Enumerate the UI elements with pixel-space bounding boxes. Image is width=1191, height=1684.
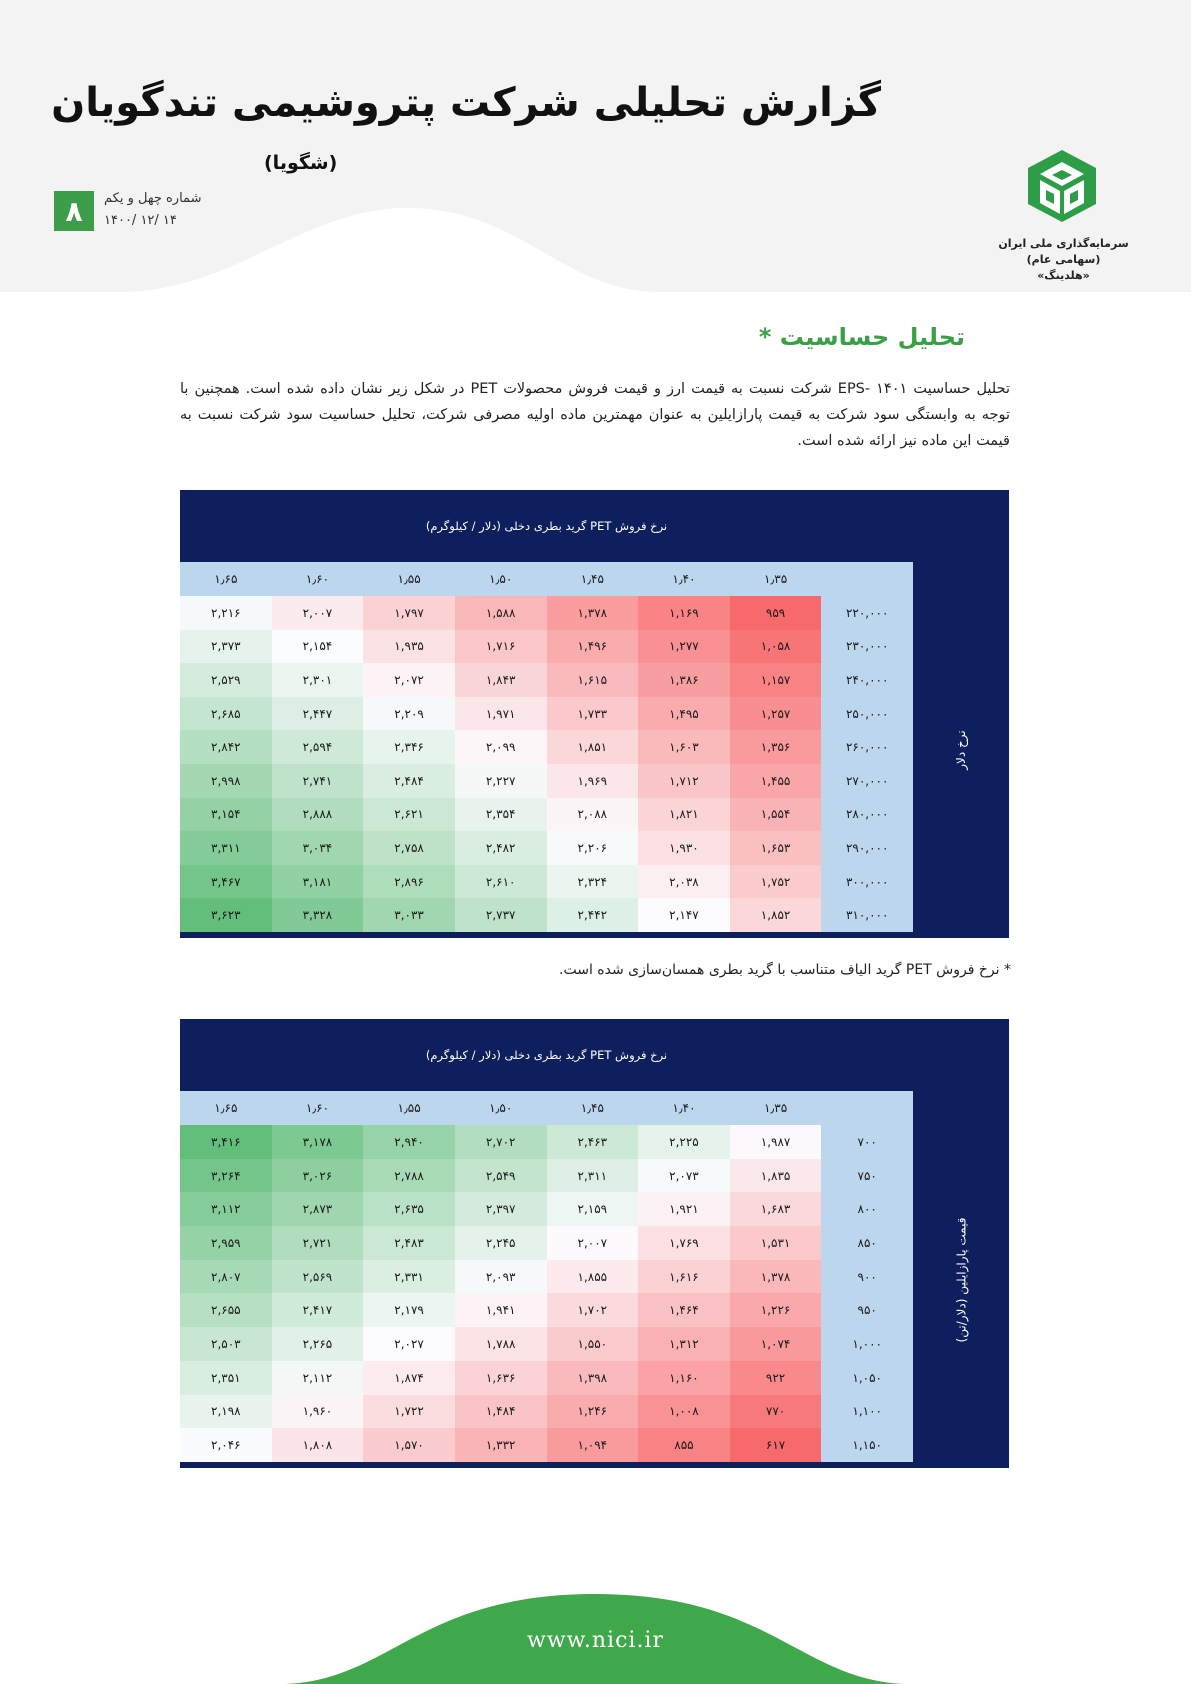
report-title: گزارش تحلیلی شرکت پتروشیمی تندگویان	[51, 80, 881, 126]
eps-cell: ۱,۶۱۵	[547, 663, 639, 697]
eps-cell: ۲,۴۸۴	[363, 764, 455, 798]
eps-cell: ۲,۶۱۰	[455, 865, 547, 899]
row-header: ۲۸۰,۰۰۰	[821, 798, 913, 832]
eps-cell: ۱,۹۳۰	[638, 831, 730, 865]
table-row	[180, 865, 913, 899]
table-row	[180, 1159, 913, 1193]
eps-cell: ۲,۸۹۶	[363, 865, 455, 899]
company-logo	[1026, 148, 1098, 224]
column-header: ۱٫۳۵	[730, 562, 822, 596]
eps-cell: ۲,۱۵۹	[547, 1192, 639, 1226]
eps-cell: ۱,۱۶۰	[638, 1361, 730, 1395]
organization-name-line2: «هلدینگ»	[1037, 269, 1090, 282]
footnote: * نرخ فروش PET گرید الیاف متناسب با گرید بطری همسان‌سازی شده است.	[559, 962, 1011, 978]
row-header: ۷۵۰	[821, 1159, 913, 1193]
row-header: ۱,۱۰۰	[821, 1395, 913, 1429]
sensitivity-table-paraxylene-price	[180, 1019, 1009, 1468]
eps-cell: ۷۷۰	[730, 1395, 822, 1429]
corner-header	[821, 562, 913, 596]
table-row	[180, 1260, 913, 1294]
eps-cell: ۱,۸۵۲	[730, 898, 822, 932]
eps-cell: ۲,۶۵۵	[180, 1293, 272, 1327]
issue-label: شماره چهل و یکم	[104, 191, 202, 206]
eps-cell: ۲,۰۷۳	[638, 1159, 730, 1193]
eps-cell: ۲,۷۴۱	[272, 764, 364, 798]
row-axis-label	[913, 562, 1009, 938]
eps-cell: ۱,۸۳۵	[730, 1159, 822, 1193]
eps-cell: ۲,۷۸۸	[363, 1159, 455, 1193]
column-header: ۱٫۴۵	[547, 1091, 639, 1125]
table-header	[180, 490, 913, 562]
eps-cell: ۱,۶۱۶	[638, 1260, 730, 1294]
row-header: ۷۰۰	[821, 1125, 913, 1159]
eps-cell: ۱,۷۵۲	[730, 865, 822, 899]
column-header: ۱٫۵۵	[363, 562, 455, 596]
eps-cell: ۲,۲۲۵	[638, 1125, 730, 1159]
heatmap-grid	[180, 1091, 913, 1462]
eps-cell: ۲,۵۶۹	[272, 1260, 364, 1294]
eps-cell: ۳,۴۶۷	[180, 865, 272, 899]
row-header: ۲۵۰,۰۰۰	[821, 697, 913, 731]
eps-cell: ۲,۵۹۴	[272, 730, 364, 764]
row-axis-label-text: قیمت پارازایلین (دلار/تن)	[954, 1217, 968, 1342]
eps-cell: ۲,۳۳۱	[363, 1260, 455, 1294]
eps-cell: ۱,۲۴۶	[547, 1395, 639, 1429]
table-row	[180, 697, 913, 731]
column-header: ۱٫۳۵	[730, 1091, 822, 1125]
eps-cell: ۲,۰۹۳	[455, 1260, 547, 1294]
eps-cell: ۹۵۹	[730, 596, 822, 630]
table-header-label: نرخ فروش PET گرید بطری دخلی (دلار / کیلوگرم)	[425, 1048, 668, 1062]
eps-cell: ۸۵۵	[638, 1428, 730, 1462]
eps-cell: ۳,۰۲۶	[272, 1159, 364, 1193]
eps-cell: ۱,۳۵۶	[730, 730, 822, 764]
eps-cell: ۱,۵۵۰	[547, 1327, 639, 1361]
table-row	[180, 1293, 913, 1327]
eps-cell: ۲,۴۱۷	[272, 1293, 364, 1327]
table-row	[180, 596, 913, 630]
eps-cell: ۲,۲۰۶	[547, 831, 639, 865]
table-row	[180, 1428, 913, 1462]
eps-cell: ۳,۱۵۴	[180, 798, 272, 832]
eps-cell: ۱,۸۴۳	[455, 663, 547, 697]
eps-cell: ۱,۷۶۹	[638, 1226, 730, 1260]
column-header: ۱٫۶۵	[180, 562, 272, 596]
eps-cell: ۲,۰۰۷	[547, 1226, 639, 1260]
eps-cell: ۱,۱۶۹	[638, 596, 730, 630]
eps-cell: ۱,۳۹۸	[547, 1361, 639, 1395]
eps-cell: ۲,۰۳۸	[638, 865, 730, 899]
column-header: ۱٫۵۵	[363, 1091, 455, 1125]
footer-background	[0, 1570, 1191, 1684]
table-row	[180, 764, 913, 798]
table-row	[180, 1192, 913, 1226]
eps-cell: ۱,۴۸۴	[455, 1395, 547, 1429]
eps-cell: ۲,۳۹۷	[455, 1192, 547, 1226]
eps-cell: ۱,۷۹۷	[363, 596, 455, 630]
table-row	[180, 1125, 913, 1159]
eps-cell: ۲,۲۶۵	[272, 1327, 364, 1361]
eps-cell: ۲,۷۳۷	[455, 898, 547, 932]
eps-cell: ۳,۰۳۳	[363, 898, 455, 932]
eps-cell: ۱,۹۷۱	[455, 697, 547, 731]
eps-cell: ۳,۴۱۶	[180, 1125, 272, 1159]
table-row	[180, 630, 913, 664]
eps-cell: ۲,۱۷۹	[363, 1293, 455, 1327]
column-header: ۱٫۶۰	[272, 562, 364, 596]
website-link[interactable]: www.nici.ir	[527, 1628, 664, 1653]
eps-cell: ۱,۵۸۸	[455, 596, 547, 630]
column-header-row	[180, 1091, 913, 1125]
eps-cell: ۱,۳۱۲	[638, 1327, 730, 1361]
eps-cell: ۲,۸۷۳	[272, 1192, 364, 1226]
table-row	[180, 831, 913, 865]
eps-cell: ۲,۹۹۸	[180, 764, 272, 798]
column-header: ۱٫۴۵	[547, 562, 639, 596]
heatmap-grid	[180, 562, 913, 932]
column-header: ۱٫۵۰	[455, 562, 547, 596]
eps-cell: ۳,۶۲۳	[180, 898, 272, 932]
eps-cell: ۳,۳۲۸	[272, 898, 364, 932]
eps-cell: ۲,۵۴۹	[455, 1159, 547, 1193]
row-header: ۹۵۰	[821, 1293, 913, 1327]
eps-cell: ۱,۹۴۱	[455, 1293, 547, 1327]
row-header: ۲۹۰,۰۰۰	[821, 831, 913, 865]
eps-cell: ۱,۵۵۴	[730, 798, 822, 832]
eps-cell: ۱,۳۸۶	[638, 663, 730, 697]
table-row	[180, 663, 913, 697]
organization-name-line1: سرمایه‌گذاری ملی ایران (سهامی عام)	[998, 237, 1129, 266]
eps-cell: ۲,۴۴۲	[547, 898, 639, 932]
row-axis-label	[913, 1091, 1009, 1468]
eps-cell: ۲,۶۸۵	[180, 697, 272, 731]
row-header: ۲۳۰,۰۰۰	[821, 630, 913, 664]
eps-cell: ۲,۳۵۴	[455, 798, 547, 832]
eps-cell: ۱,۰۰۸	[638, 1395, 730, 1429]
eps-cell: ۲,۳۱۱	[547, 1159, 639, 1193]
eps-cell: ۱,۹۶۹	[547, 764, 639, 798]
eps-cell: ۱,۶۰۳	[638, 730, 730, 764]
column-header: ۱٫۵۰	[455, 1091, 547, 1125]
column-header-row	[180, 562, 913, 596]
eps-cell: ۲,۳۴۶	[363, 730, 455, 764]
eps-cell: ۲,۰۹۹	[455, 730, 547, 764]
eps-cell: ۲,۲۰۹	[363, 697, 455, 731]
eps-cell: ۲,۷۵۸	[363, 831, 455, 865]
table-row	[180, 1226, 913, 1260]
column-header: ۱٫۴۰	[638, 562, 730, 596]
row-header: ۲۲۰,۰۰۰	[821, 596, 913, 630]
eps-cell: ۳,۳۱۱	[180, 831, 272, 865]
eps-cell: ۱,۲۵۷	[730, 697, 822, 731]
eps-cell: ۱,۷۳۳	[547, 697, 639, 731]
eps-cell: ۱,۴۹۵	[638, 697, 730, 731]
eps-cell: ۲,۴۶۳	[547, 1125, 639, 1159]
eps-cell: ۲,۹۵۹	[180, 1226, 272, 1260]
intro-paragraph: تحلیل حساسیت EPS- ۱۴۰۱ شرکت نسبت به قیمت ارز و قیمت فروش محصولات PET در شکل زیر نشان داده شده است. همچنین با توجه به وابستگی سود شرکت به قیمت پارازایلین به عنوان مهمترین ماده اولیه مصرفی شرکت، تحلیل حساسیت سود شرکت نسبت به قیمت این ماده نیز ارائه شده است.	[180, 381, 1010, 449]
table-row	[180, 898, 913, 932]
report-subtitle: (شگویا)	[264, 152, 338, 174]
eps-cell: ۲,۲۲۷	[455, 764, 547, 798]
eps-cell: ۱,۷۱۲	[638, 764, 730, 798]
eps-cell: ۲,۴۴۷	[272, 697, 364, 731]
eps-cell: ۳,۲۶۴	[180, 1159, 272, 1193]
column-header: ۱٫۶۰	[272, 1091, 364, 1125]
eps-cell: ۱,۰۵۸	[730, 630, 822, 664]
eps-cell: ۱,۵۷۰	[363, 1428, 455, 1462]
eps-cell: ۱,۳۳۲	[455, 1428, 547, 1462]
row-header: ۹۰۰	[821, 1260, 913, 1294]
eps-cell: ۳,۱۷۸	[272, 1125, 364, 1159]
row-header: ۳۰۰,۰۰۰	[821, 865, 913, 899]
eps-cell: ۶۱۷	[730, 1428, 822, 1462]
eps-cell: ۱,۳۷۸	[730, 1260, 822, 1294]
eps-cell: ۲,۸۸۸	[272, 798, 364, 832]
eps-cell: ۱,۷۲۲	[363, 1395, 455, 1429]
eps-cell: ۱,۹۳۵	[363, 630, 455, 664]
eps-cell: ۲,۱۵۴	[272, 630, 364, 664]
eps-cell: ۱,۳۷۸	[547, 596, 639, 630]
eps-cell: ۱,۰۷۴	[730, 1327, 822, 1361]
eps-cell: ۲,۱۱۲	[272, 1361, 364, 1395]
row-header: ۸۰۰	[821, 1192, 913, 1226]
eps-cell: ۲,۱۴۷	[638, 898, 730, 932]
table-header	[180, 1019, 913, 1091]
sensitivity-table-dollar-rate	[180, 490, 1009, 938]
eps-cell: ۱,۲۲۶	[730, 1293, 822, 1327]
organization-name	[976, 236, 1151, 284]
corner-header	[821, 1091, 913, 1125]
eps-cell: ۲,۳۷۳	[180, 630, 272, 664]
row-header: ۱,۰۵۰	[821, 1361, 913, 1395]
table-row	[180, 1327, 913, 1361]
eps-cell: ۱,۶۳۶	[455, 1361, 547, 1395]
eps-cell: ۹۲۲	[730, 1361, 822, 1395]
row-axis-label-text: نرخ دلار	[953, 730, 968, 770]
eps-cell: ۲,۶۲۱	[363, 798, 455, 832]
issue-date: ۱۴۰۰/ ۱۲/ ۱۴	[104, 213, 177, 228]
row-header: ۲۷۰,۰۰۰	[821, 764, 913, 798]
table-row	[180, 798, 913, 832]
table-row	[180, 1395, 913, 1429]
eps-cell: ۱,۵۳۱	[730, 1226, 822, 1260]
eps-cell: ۲,۶۳۵	[363, 1192, 455, 1226]
eps-cell: ۲,۳۰۱	[272, 663, 364, 697]
section-title: تحلیل حساسیت *	[758, 323, 965, 351]
eps-cell: ۱,۹۸۷	[730, 1125, 822, 1159]
eps-cell: ۲,۷۲۱	[272, 1226, 364, 1260]
eps-cell: ۱,۷۰۲	[547, 1293, 639, 1327]
row-header: ۱,۱۵۰	[821, 1428, 913, 1462]
row-header: ۲۴۰,۰۰۰	[821, 663, 913, 697]
eps-cell: ۱,۴۵۵	[730, 764, 822, 798]
eps-cell: ۱,۹۶۰	[272, 1395, 364, 1429]
column-header: ۱٫۴۰	[638, 1091, 730, 1125]
eps-cell: ۲,۳۲۴	[547, 865, 639, 899]
eps-cell: ۲,۱۹۸	[180, 1395, 272, 1429]
eps-cell: ۲,۰۷۲	[363, 663, 455, 697]
eps-cell: ۱,۸۵۵	[547, 1260, 639, 1294]
eps-cell: ۳,۰۳۴	[272, 831, 364, 865]
eps-cell: ۲,۴۸۲	[455, 831, 547, 865]
issue-number-badge: ۸	[54, 191, 94, 231]
eps-cell: ۲,۰۸۸	[547, 798, 639, 832]
eps-cell: ۲,۵۲۹	[180, 663, 272, 697]
eps-cell: ۱,۸۰۸	[272, 1428, 364, 1462]
eps-cell: ۱,۶۵۳	[730, 831, 822, 865]
eps-cell: ۱,۸۷۴	[363, 1361, 455, 1395]
eps-cell: ۱,۲۷۷	[638, 630, 730, 664]
eps-cell: ۲,۷۰۲	[455, 1125, 547, 1159]
eps-cell: ۱,۰۹۴	[547, 1428, 639, 1462]
eps-cell: ۱,۱۵۷	[730, 663, 822, 697]
eps-cell: ۲,۲۴۵	[455, 1226, 547, 1260]
table-row	[180, 1361, 913, 1395]
eps-cell: ۱,۸۲۱	[638, 798, 730, 832]
eps-cell: ۲,۰۲۷	[363, 1327, 455, 1361]
eps-cell: ۳,۱۱۲	[180, 1192, 272, 1226]
row-header: ۱,۰۰۰	[821, 1327, 913, 1361]
eps-cell: ۲,۲۱۶	[180, 596, 272, 630]
eps-cell: ۲,۸۰۷	[180, 1260, 272, 1294]
row-header: ۳۱۰,۰۰۰	[821, 898, 913, 932]
eps-cell: ۳,۱۸۱	[272, 865, 364, 899]
eps-cell: ۲,۰۰۷	[272, 596, 364, 630]
eps-cell: ۱,۸۵۱	[547, 730, 639, 764]
eps-cell: ۲,۳۵۱	[180, 1361, 272, 1395]
column-header: ۱٫۶۵	[180, 1091, 272, 1125]
eps-cell: ۱,۴۹۶	[547, 630, 639, 664]
eps-cell: ۱,۶۸۳	[730, 1192, 822, 1226]
eps-cell: ۱,۹۲۱	[638, 1192, 730, 1226]
eps-cell: ۲,۸۴۲	[180, 730, 272, 764]
eps-cell: ۲,۹۴۰	[363, 1125, 455, 1159]
row-header: ۸۵۰	[821, 1226, 913, 1260]
eps-cell: ۲,۴۸۳	[363, 1226, 455, 1260]
eps-cell: ۱,۷۱۶	[455, 630, 547, 664]
table-header-label: نرخ فروش PET گرید بطری دخلی (دلار / کیلوگرم)	[425, 519, 668, 533]
table-row	[180, 730, 913, 764]
eps-cell: ۲,۰۴۶	[180, 1428, 272, 1462]
row-header: ۲۶۰,۰۰۰	[821, 730, 913, 764]
eps-cell: ۱,۴۶۴	[638, 1293, 730, 1327]
eps-cell: ۱,۷۸۸	[455, 1327, 547, 1361]
eps-cell: ۲,۵۰۳	[180, 1327, 272, 1361]
